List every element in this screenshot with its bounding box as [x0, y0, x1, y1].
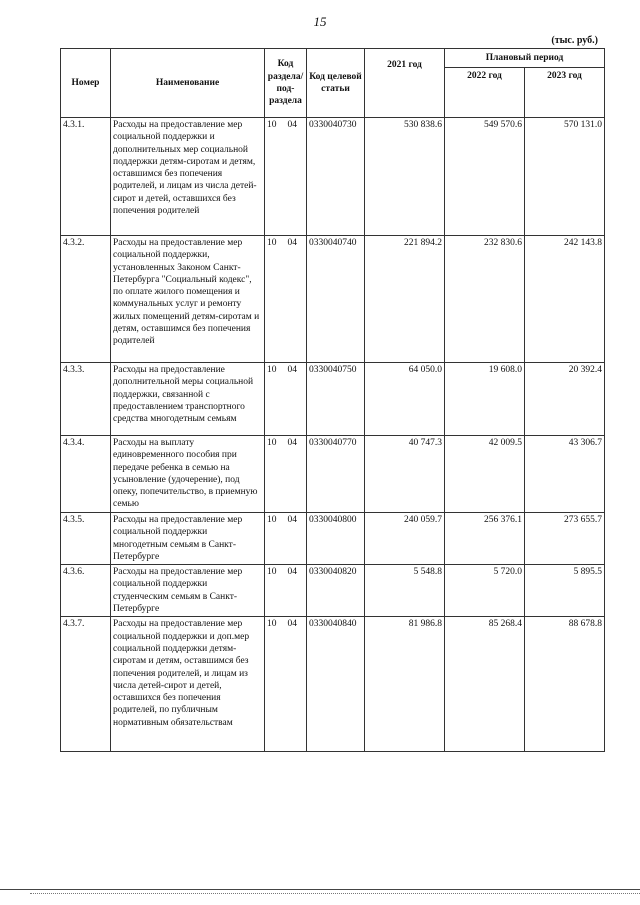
page-number: 15: [313, 14, 327, 29]
row-target-code: 0330040770: [307, 436, 365, 513]
table-row: [61, 118, 605, 236]
table-row: [61, 617, 605, 752]
row-value-2023: 88 678.8: [525, 617, 605, 752]
row-subsection: 04: [287, 515, 297, 525]
header-year-2023: 2023 год: [525, 68, 605, 118]
row-number: 4.3.7.: [61, 617, 111, 752]
row-name: Расходы на предоставление дополнительной меры социальной поддержки, связанной с предоставлением транспортного средства многодетным семьям: [111, 363, 265, 436]
unit-label: (тыс. руб.): [551, 35, 598, 46]
row-section-code: [265, 436, 307, 513]
header-name: Наименование: [111, 49, 265, 118]
row-section: 10: [267, 365, 277, 375]
header-number: Номер: [61, 49, 111, 118]
row-subsection: 04: [287, 619, 297, 630]
header-year-2022: 2022 год: [445, 68, 525, 118]
row-number: 4.3.3.: [61, 363, 111, 436]
row-section-code: [265, 617, 307, 752]
table-body: [61, 118, 605, 752]
table-row: [61, 363, 605, 436]
row-number: 4.3.4.: [61, 436, 111, 513]
row-section: 10: [267, 619, 277, 630]
row-value-2022: 85 268.4: [445, 617, 525, 752]
row-value-2023: 273 655.7: [525, 513, 605, 565]
row-subsection: 04: [287, 567, 297, 578]
row-target-code: 0330040820: [307, 565, 365, 617]
row-number: 4.3.1.: [61, 118, 111, 236]
header-year-2021: 2021 год: [365, 49, 445, 118]
row-value-2023: 242 143.8: [525, 236, 605, 363]
page-bottom-border: [0, 889, 640, 890]
row-value-2021: 221 894.2: [365, 236, 445, 363]
row-value-2023: 20 392.4: [525, 363, 605, 436]
row-section: 10: [267, 120, 277, 130]
row-value-2021: 40 747.3: [365, 436, 445, 513]
header-target-code: Код целевой статьи: [307, 49, 365, 118]
row-name: Расходы на предоставление мер социальной поддержки, установленных Законом Санкт-Петербурга "Социальный кодекс", по оплате жилого помещения и коммунальных услуг и ремонту жилых помещений детям-сиротам и детям, оставшимся без попечения родителей: [111, 236, 265, 363]
row-name: Расходы на предоставление мер социальной поддержки и дополнительных мер социальной поддержки детям-сиротам и детям, оставшимся без попечения родителей, и лицам из числа детей-сирот и детей, оставшихся без попечения родителей: [111, 118, 265, 236]
row-subsection: 04: [287, 238, 297, 248]
row-value-2021: 530 838.6: [365, 118, 445, 236]
row-section: 10: [267, 438, 277, 448]
row-subsection: 04: [287, 438, 297, 448]
row-section-code: [265, 363, 307, 436]
row-section: 10: [267, 567, 277, 578]
row-value-2023: 570 131.0: [525, 118, 605, 236]
page-bottom-dotted-border: [30, 893, 640, 894]
row-value-2022: 256 376.1: [445, 513, 525, 565]
row-value-2021: 64 050.0: [365, 363, 445, 436]
table-row: [61, 236, 605, 363]
row-section-code: [265, 513, 307, 565]
row-section: 10: [267, 515, 277, 525]
row-number: 4.3.6.: [61, 565, 111, 617]
table-header: [61, 49, 605, 118]
row-value-2023: 43 306.7: [525, 436, 605, 513]
row-name: Расходы на предоставление мер социальной поддержки и доп.мер социальной поддержки детям-сиротам и детям, оставшимся без попечения родителей, и лицам из числа детей-сирот и детей, оставшихся без попечения родителей, по публичным нормативным обязательствам: [111, 617, 265, 752]
row-target-code: 0330040740: [307, 236, 365, 363]
table-row: [61, 565, 605, 617]
budget-table: [60, 48, 605, 752]
row-name: Расходы на предоставление мер социальной поддержки студенческим семьям в Санкт-Петербурге: [111, 565, 265, 617]
row-subsection: 04: [287, 120, 297, 130]
row-value-2022: 549 570.6: [445, 118, 525, 236]
row-target-code: 0330040840: [307, 617, 365, 752]
table-row: [61, 436, 605, 513]
row-target-code: 0330040800: [307, 513, 365, 565]
row-target-code: 0330040750: [307, 363, 365, 436]
row-value-2023: 5 895.5: [525, 565, 605, 617]
row-number: 4.3.5.: [61, 513, 111, 565]
row-section: 10: [267, 238, 277, 248]
table-row: [61, 513, 605, 565]
row-value-2021: 81 986.8: [365, 617, 445, 752]
row-value-2021: 240 059.7: [365, 513, 445, 565]
row-value-2022: 5 720.0: [445, 565, 525, 617]
row-value-2021: 5 548.8: [365, 565, 445, 617]
row-name: Расходы на предоставление мер социальной поддержки многодетным семьям в Санкт-Петербурге: [111, 513, 265, 565]
row-value-2022: 232 830.6: [445, 236, 525, 363]
row-section-code: [265, 565, 307, 617]
row-target-code: 0330040730: [307, 118, 365, 236]
row-section-code: [265, 118, 307, 236]
row-value-2022: 19 608.0: [445, 363, 525, 436]
row-value-2022: 42 009.5: [445, 436, 525, 513]
row-section-code: [265, 236, 307, 363]
row-number: 4.3.2.: [61, 236, 111, 363]
header-planned-period: Плановый период: [445, 49, 605, 68]
header-section-code: Код раздела/ под-раздела: [265, 49, 307, 118]
row-subsection: 04: [287, 365, 297, 375]
row-name: Расходы на выплату единовременного пособия при передаче ребенка в семью на усыновление (удочерение), под опеку, попечительство, в приемную семью: [111, 436, 265, 513]
